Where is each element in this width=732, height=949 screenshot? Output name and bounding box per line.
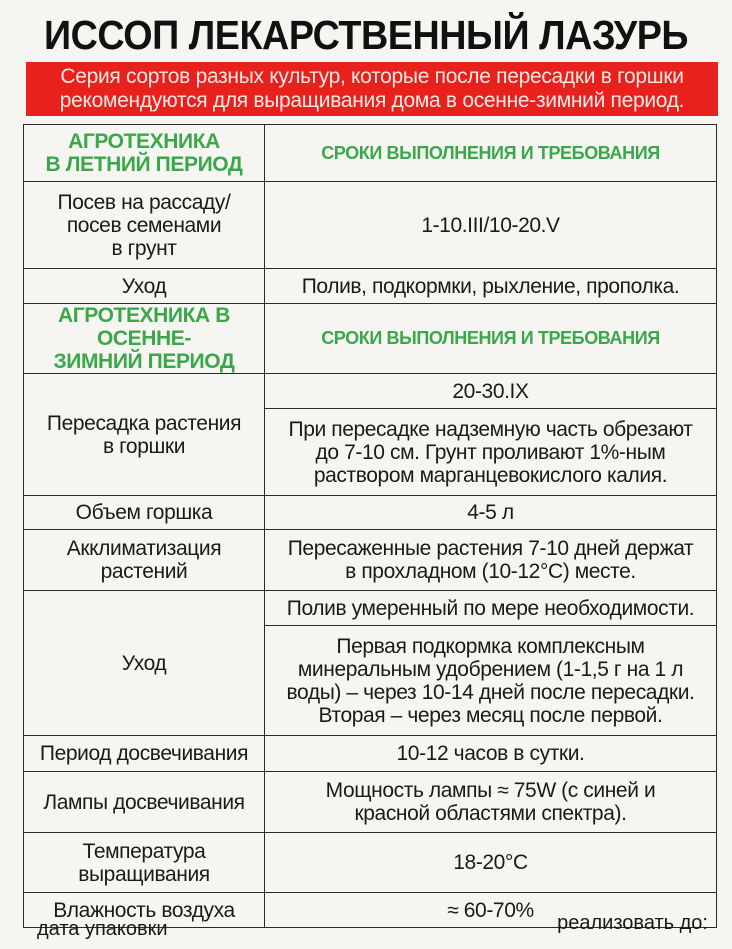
- row-label: Влажность воздуха: [24, 893, 265, 928]
- row-value: 4-5 л: [265, 496, 717, 530]
- table-row-pot-volume: [24, 496, 717, 530]
- table-row-temperature: [24, 833, 717, 893]
- header-text: ЗИМНИЙ ПЕРИОД: [53, 350, 235, 373]
- page-title: ИССОП ЛЕКАРСТВЕННЫЙ ЛАЗУРЬ: [43, 12, 689, 58]
- banner-line-1: Серия сортов разных культур, которые после пересадки в горшки: [60, 65, 684, 88]
- series-banner: [26, 62, 718, 116]
- value-line: воды) – через 10-14 дней после пересадки.: [286, 680, 695, 704]
- label-line: в грунт: [111, 236, 177, 260]
- header-text: АГРОТЕХНИКА: [68, 130, 220, 153]
- row-label: Период досвечивания: [24, 736, 265, 772]
- header-text: В ЛЕТНИЙ ПЕРИОД: [45, 153, 243, 176]
- table-row-acclimatization: [24, 530, 717, 591]
- summer-header-left: [24, 125, 265, 182]
- row-value: [265, 772, 717, 833]
- row-label: [24, 182, 265, 269]
- value-line: минеральным удобрением (1-1,5 г на 1 л: [297, 657, 684, 681]
- value-line: Первая подкормка комплексным: [336, 634, 645, 658]
- label-line: Посев на рассаду/: [57, 190, 231, 214]
- row-label: Объем горшка: [24, 496, 265, 530]
- row-value: ≈ 60-70%: [265, 893, 717, 928]
- row-value: 10-12 часов в сутки.: [265, 736, 717, 772]
- transplant-date: 20-30.IX: [265, 374, 717, 409]
- table-row-sowing: [24, 182, 717, 269]
- row-label: Лампы досвечивания: [24, 772, 265, 833]
- label-line: растений: [100, 560, 188, 583]
- table-row-transplant: [24, 374, 717, 409]
- sell-by-label: реализовать до:: [557, 912, 708, 934]
- label-line: Температура: [82, 839, 206, 863]
- row-label: [24, 374, 265, 496]
- value-line: Мощность лампы ≈ 75W (с синей и: [325, 779, 656, 802]
- row-label: Уход: [24, 591, 265, 736]
- table-row-summer-care: [24, 269, 717, 304]
- label-line: в горшки: [102, 434, 186, 458]
- value-line: красной областями спектра).: [354, 802, 627, 825]
- row-label: Уход: [24, 269, 265, 304]
- row-value: [265, 530, 717, 591]
- winter-header-right: СРОКИ ВЫПОЛНЕНИЯ И ТРЕБОВАНИЯ: [265, 304, 717, 374]
- winter-header-row: [24, 304, 717, 374]
- summer-header-right: СРОКИ ВЫПОЛНЕНИЯ И ТРЕБОВАНИЯ: [265, 125, 717, 182]
- label-line: Пересадка растения: [46, 411, 242, 435]
- table-row-lighting-period: [24, 736, 717, 772]
- row-value: Полив, подкормки, рыхление, прополка.: [265, 269, 717, 304]
- value-line: до 7-10 см. Грунт проливают 1%-ным: [315, 440, 666, 464]
- winter-header-left: [24, 304, 265, 374]
- value-line: Вторая – через месяц после первой.: [318, 703, 663, 727]
- label-line: выращивания: [78, 862, 210, 886]
- value-line: Пересаженные растения 7-10 дней держат: [287, 537, 694, 560]
- header-text: АГРОТЕХНИКА В ОСЕННЕ-: [57, 304, 231, 350]
- summer-header-row: [24, 125, 717, 182]
- value-line: При пересадке надземную часть обрезают: [288, 417, 693, 441]
- value-line: раствором марганцевокислого калия.: [313, 463, 668, 487]
- table-row-winter-care: [24, 591, 717, 626]
- row-value: 1-10.III/10-20.V: [265, 182, 717, 269]
- banner-line-2: рекомендуются для выращивания дома в осенне-зимний период.: [59, 89, 685, 112]
- feeding-value: [265, 626, 717, 736]
- value-line: в прохладном (10-12°C) месте.: [345, 560, 636, 583]
- packing-date-label: дата упаковки: [37, 918, 168, 940]
- watering-value: Полив умеренный по мере необходимости.: [265, 591, 717, 626]
- transplant-description: [265, 409, 717, 496]
- row-label: [24, 530, 265, 591]
- table-row-lamps: [24, 772, 717, 833]
- agrotechnics-table: [23, 124, 717, 928]
- label-line: посев семенами: [66, 213, 222, 237]
- label-line: Акклиматизация: [66, 537, 222, 560]
- row-label: [24, 833, 265, 893]
- row-value: 18-20°C: [265, 833, 717, 893]
